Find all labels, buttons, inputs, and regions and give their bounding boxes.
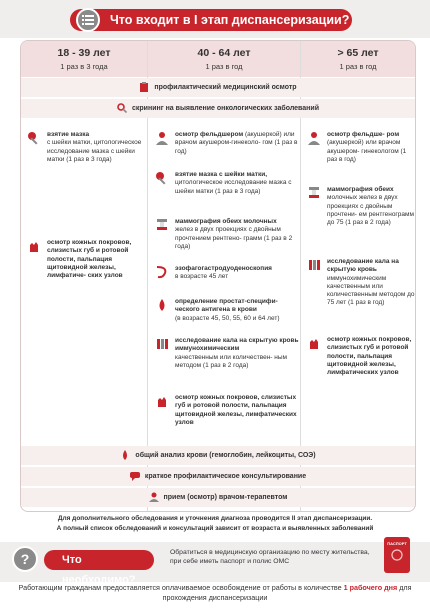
item-text: желез в двух проекциях с двойным прочтением рентгено- грамм (1 раз в 2 года) — [175, 226, 293, 250]
item-bold: исследование кала на скрытую кровь иммунохимическим — [175, 337, 299, 353]
chat-icon — [130, 471, 140, 481]
hand-icon — [27, 239, 41, 253]
band-blood-test — [21, 446, 415, 465]
item-text: качественным или количествен- ным методом (1 раз в 2 года) — [175, 353, 287, 369]
item-text: (в возрасте 45, 50, 55, 60 и 64 лет) — [175, 314, 280, 322]
blood-drop-icon — [155, 298, 169, 312]
question-icon — [12, 546, 38, 572]
band-label: прием (осмотр) врачом-терапевтом — [163, 494, 288, 501]
band-label: скрининг на выявление онкологических заболеваний — [131, 105, 319, 112]
swab-icon — [27, 131, 41, 145]
mammography-icon — [307, 186, 321, 200]
band-label: профилактический медицинский осмотр — [154, 84, 297, 91]
note-stage-two: Для дополнительного обследования и уточнения диагноза проводится II этап диспансеризации. — [57, 515, 373, 522]
item-bold: взятие мазка — [47, 131, 90, 138]
item-bold: эзофагогастродуоденоскопия — [175, 265, 272, 272]
item-bold: маммография обеих — [327, 186, 394, 193]
item-bold: маммография обеих молочных — [175, 218, 277, 225]
need-text: Обратиться в медицинскую организацию по месту жительства, при себе иметь паспорт и полис ОМС — [170, 549, 370, 565]
list-item — [27, 239, 145, 319]
column-age: 18 - 39 лет — [57, 47, 111, 59]
passport-icon — [384, 537, 410, 573]
hand-icon — [155, 394, 169, 408]
bottom-note — [10, 583, 420, 603]
column-frequency: 1 раз в год — [339, 62, 377, 71]
swab-icon — [155, 171, 169, 185]
column-age: 40 - 64 лет — [197, 47, 251, 59]
need-title: Что необходимо? — [44, 550, 154, 570]
working-day-highlight: 1 рабочего дня — [343, 583, 398, 592]
item-text: (акушеркой) или врачом акушером-гинеколо- гом (1 раз в год) — [175, 131, 298, 155]
band-label: краткое профилактическое консультирование — [144, 473, 307, 480]
doctor-icon — [307, 131, 321, 145]
item-text: с шейки матки, цитологическое исследование мазка с шейки матки (1 раз в 3 года) — [47, 139, 142, 163]
item-text: в возрасте 45 лет — [175, 273, 229, 281]
item-bold: осмотр кожных покровов, слизистых губ и ротовой полости, пальпация щитовидной железы, лимфатиче- ских узлов — [47, 239, 132, 280]
doctor-icon — [155, 131, 169, 145]
passport-label: ПАСПОРТ — [387, 541, 407, 546]
test-tubes-icon — [307, 258, 321, 272]
doctor-icon — [149, 492, 159, 502]
item-text: иммунохимическим качественным или количественным методом до 75 лет (1 раз в год) — [327, 274, 415, 307]
item-bold: осмотр фельдшером — [175, 131, 244, 138]
magnifier-icon — [117, 103, 127, 113]
stage-table — [20, 40, 416, 512]
column-frequency: 1 раз в 3 года — [60, 62, 108, 71]
page-title: Что входит в I этап диспансеризации? — [70, 9, 352, 31]
column-head-18-39 — [21, 41, 147, 77]
item-bold: определение простат-специфи- ческого антигена в крови — [175, 298, 278, 314]
clipboard-icon — [139, 82, 149, 92]
list-icon — [76, 8, 100, 32]
item-bold: осмотр фельдше- ром — [327, 131, 400, 138]
column-head-65-plus — [301, 41, 415, 77]
svg-text:?: ? — [20, 551, 30, 567]
band-therapist — [21, 488, 415, 507]
item-text: цитологическое исследование мазка с шейки матки (1 раз в 3 года) — [175, 179, 292, 195]
mammography-icon — [155, 218, 169, 232]
item-bold: исследование кала на скрытую кровь — [327, 258, 399, 274]
band-consulting — [21, 467, 415, 486]
column-frequency: 1 раз в год — [205, 62, 243, 71]
item-bold: осмотр кожных покровов, слизистых губ и ротовой полости, пальпация щитовидной железы, лимфатических узлов — [175, 394, 297, 426]
blood-drop-icon — [120, 450, 130, 460]
endoscope-icon — [155, 265, 169, 279]
band-preventive-exam — [21, 78, 415, 97]
note-full-list: А полный список обследований и консультаций зависит от возраста и выявленных заболеваний — [56, 525, 374, 532]
list-item — [27, 131, 145, 189]
hand-icon — [307, 336, 321, 350]
band-label: общий анализ крови (гемоглобин, лейкоциты, СОЭ) — [135, 452, 316, 459]
bottom-note-part2: для прохождения диспансеризации — [162, 583, 412, 602]
column-age: > 65 лет — [337, 47, 379, 59]
test-tubes-icon — [155, 337, 169, 351]
item-bold: осмотр кожных покровов, слизистых губ и ротовой полости, пальпация щитовидной железы, лимфатических узлов — [327, 336, 412, 377]
band-oncology-screening — [21, 99, 415, 118]
item-text: (акушеркой) или врачом акушером- гинекологом (1 раз в год) — [327, 139, 407, 163]
column-head-40-64 — [148, 41, 300, 77]
bottom-note-part1: Работающим гражданам предоставляется оплачиваемое освобождение от работы в количестве — [18, 583, 342, 592]
item-bold: взятие мазка с шейки матки, — [175, 171, 268, 178]
item-text: молочных желез в двух проекциях с двойным прочтени- ем рентгенограмм до 75 (1 раз в 2 года) — [327, 194, 414, 227]
